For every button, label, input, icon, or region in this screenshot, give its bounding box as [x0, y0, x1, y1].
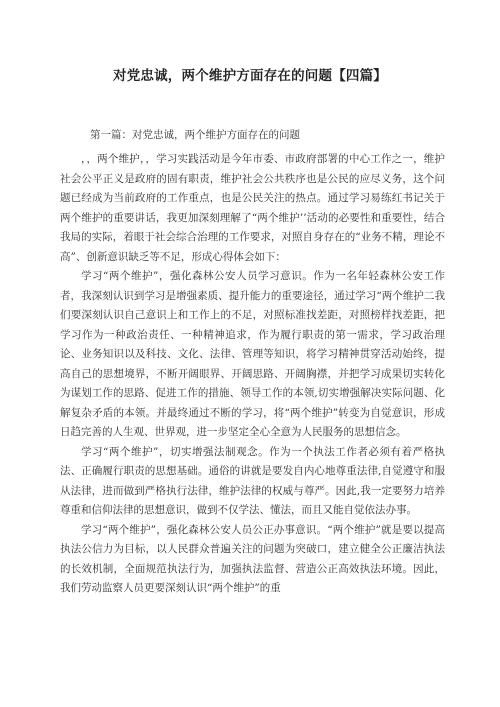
paragraph: 学习“两个维护”，切实增强法制观念。作为一个执法工作者必须有着严格执法、正确履行职责的思想基础。通俗的讲就是要发自内心地尊重法律,自觉遵守和服从法律，进而做到严格执行法律，维护法律的权威与尊严。因此,我一定要努力培养尊重和信仰法律的思想意识，做到不仅学法、懂法，而且又能自觉依法办事。: [60, 445, 445, 516]
document-title: 对党忠诚，两个维护方面存在的问题【四篇】: [113, 68, 387, 84]
section-heading: 第一篇：对党忠诚，两个维护方面存在的问题: [90, 129, 300, 141]
paragraph: ，，两个维护，，学习实践活动是今年市委、市政府部署的中心工作之一，维护社会公平正义是政府的固有职责，维护社会公共秩序也是公民的应尽义务，这个问题已经成为当前政府的工作重点，也是公民关注的热点。通过学习易练红书记关于两个维护的重要讲话，我更加深刻理解了“两个维护’’活动的必要性和重要性，结合我局的实际，着眼于社会综合治理的工作要求，对照自身存在的“业务不精，理论不高”、创新意识缺乏等不足，形成心得体会如下：: [60, 153, 445, 263]
paragraph: 学习“两个维护”，强化森林公安人员学习意识。作为一名年轻森林公安工作者，我深刻认识到学习是增强素质、提升能力的重要途径，通过学习“两个维护二我们要深刻认识自己意识上和工作上的不足，对照标准找差距，对照榜样找差距，把学习作为一种政治责任、一种精神追求，作为履行职责的第一需求，学习政治理论、业务知识以及科技、文化、法律、管理等知识，将学习精神贯穿活动始终，提高自己的思想境界，不断开阔眼界、开阔思路、开阔胸襟，并把学习成果切实转化为谋划工作的思路、促进工作的措施、领导工作的本领,切实增强解决实际问题、化解复杂矛盾的本领。并最终通过不断的学习，将“两个维护”转变为自觉意识，形成日趋完善的人生观、世界观，进一步坚定全心全意为人民服务的思想信念。: [60, 270, 445, 438]
paragraph: 学习“两个维护”，强化森林公安人员公正办事意识。“两个维护”就是要以提高执法公信力为目标，以人民群众普遍关注的问题为突破口，建立健全公正廉洁执法的长效机制，全面规范执法行为，加强执法监督、营造公正高效执法环境。因此，我们劳动监察人员更要深刻认识“两个维护”的重: [60, 523, 445, 594]
document-body: [60, 150, 445, 599]
